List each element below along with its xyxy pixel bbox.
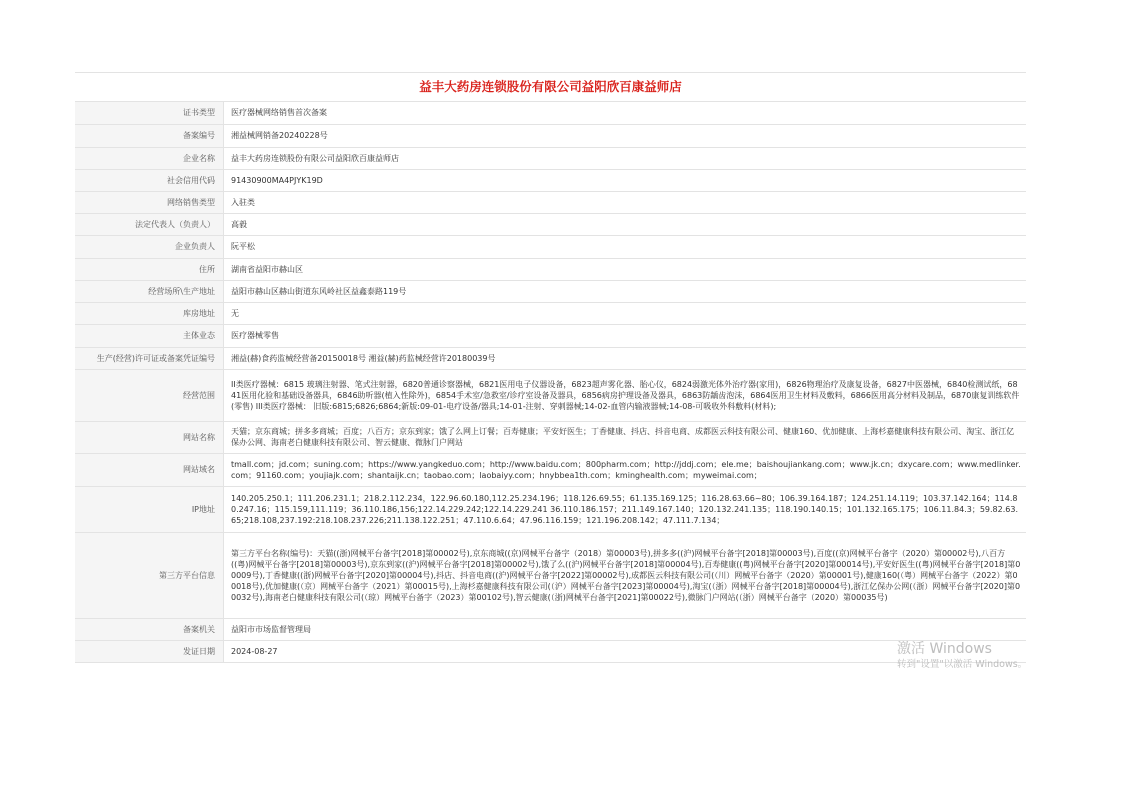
row-value: 医疗器械零售 bbox=[224, 324, 1027, 347]
table-row bbox=[75, 102, 1026, 124]
table-row bbox=[75, 258, 1026, 280]
row-value: 天猫；京东商城；拼多多商城；百度；八百方；京东到家；饿了么网上订餐；百寿健康；平安好医生；丁香健康、抖店、抖音电商、成都医云科技有限公司、健康160、优加健康、上海杉嘉健康科技有限公司、淘宝、浙江亿保办公网、海南老白健康科技有限公司、智云健康、微脉门户网站 bbox=[224, 421, 1027, 453]
row-value: 阮平松 bbox=[224, 235, 1027, 258]
table-row bbox=[75, 280, 1026, 302]
row-label: 主体业态 bbox=[75, 324, 224, 347]
row-value: 入驻类 bbox=[224, 191, 1027, 213]
windows-activation-watermark bbox=[897, 640, 1027, 672]
row-value: 湘益械网销备20240228号 bbox=[224, 124, 1027, 147]
table-row bbox=[75, 618, 1026, 640]
table-row bbox=[75, 640, 1026, 662]
page-title: 益丰大药房连锁股份有限公司益阳欣百康益师店 bbox=[75, 72, 1026, 102]
row-label: IP地址 bbox=[75, 486, 224, 532]
row-label: 网站域名 bbox=[75, 453, 224, 486]
row-value: 医疗器械网络销售首次备案 bbox=[224, 102, 1027, 124]
table-row bbox=[75, 453, 1026, 486]
table-row bbox=[75, 169, 1026, 191]
table-row bbox=[75, 421, 1026, 453]
row-value: 2024-08-27 bbox=[224, 640, 1027, 662]
row-label: 证书类型 bbox=[75, 102, 224, 124]
row-value: II类医疗器械：6815 玻璃注射器、笔式注射器，6820普通诊察器械，6821医用电子仪器设备，6823超声雾化器、胎心仪，6824弱激光体外治疗器(家用)，6826物理治疗及康复设备，6827中医器械，6840检测试纸，6841医用化验和基础设备器具，6846助听器(植入性除外)，6854手术室/急救室/诊疗室设备及器具，6856病房护理设备及器具，6863防龋齿泡沫，6864医用卫生材料及敷料，6866医用高分材料及制品，6870康复训练软件(零售) III类医疗器械： 旧版:6815;6826;6864;新版:09-01-电疗设备/器具;14-01-注射、穿刺器械;14-02-血管内输液器械;14-08-可吸收外科敷料(材料); bbox=[224, 369, 1027, 421]
watermark-title: 激活 Windows bbox=[897, 641, 992, 657]
row-label: 生产(经营)许可证或备案凭证编号 bbox=[75, 347, 224, 369]
table-row bbox=[75, 147, 1026, 169]
row-value: 益阳市市场监督管理局 bbox=[224, 618, 1027, 640]
table-row bbox=[75, 235, 1026, 258]
row-label: 库房地址 bbox=[75, 302, 224, 324]
row-label: 法定代表人（负责人） bbox=[75, 213, 224, 235]
table-row bbox=[75, 124, 1026, 147]
record-table bbox=[75, 102, 1026, 663]
row-value: 益阳市赫山区赫山街道东风岭社区益鑫泰路119号 bbox=[224, 280, 1027, 302]
row-label: 经营场所\生产地址 bbox=[75, 280, 224, 302]
table-row bbox=[75, 324, 1026, 347]
row-label: 网站名称 bbox=[75, 421, 224, 453]
table-row bbox=[75, 369, 1026, 421]
table-row bbox=[75, 302, 1026, 324]
row-value: 高毅 bbox=[224, 213, 1027, 235]
row-value: 第三方平台名称(编号)：天猫((浙)网械平台备字[2018]第00002号),京东商城((京)网械平台备字（2018）第00003号),拼多多((沪)网械平台备字[2018]第00003号),百度((京)网械平台备字（2020）第00002号),八百方((粤)网械平台备字[2018]第00003号),京东到家((沪)网械平台备字[2018]第00002号),饿了么((沪)网械平台备字[2018]第00004号),百寿健康((粤)网械平台备字[2020]第00014号),平安好医生((粤)网械平台备字[2018]第00009号),丁香健康((浙)网械平台备字[2020]第00004号),抖店、抖音电商((沪)网械平台备字[2022]第00002号),成都医云科技有限公司(（川）网械平台备字（2020）第00001号),健康160(（粤）网械平台备字（2022）第00018号),优加健康(（京）网械平台备字（2021）第00015号),上海杉嘉健康科技有限公司(（沪）网械平台备字[2023]第00004号),淘宝(（浙）网械平台备字[2018]第00004号),浙江亿保办公网(（浙）网械平台备字[2020]第00032号),海南老白健康科技有限公司(（琼）网械平台备字（2023）第00102号),智云健康(（浙)网械平台备字[2021]第00022号),微脉门户网站(（浙）网械平台备字（2020）第00035号) bbox=[224, 532, 1027, 618]
row-value: 湖南省益阳市赫山区 bbox=[224, 258, 1027, 280]
row-label: 第三方平台信息 bbox=[75, 532, 224, 618]
row-label: 经营范围 bbox=[75, 369, 224, 421]
row-label: 备案机关 bbox=[75, 618, 224, 640]
row-label: 企业负责人 bbox=[75, 235, 224, 258]
row-label: 网络销售类型 bbox=[75, 191, 224, 213]
record-sheet bbox=[75, 72, 1026, 663]
table-row bbox=[75, 486, 1026, 532]
row-label: 住所 bbox=[75, 258, 224, 280]
watermark-hint: 转到"设置"以激活 Windows。 bbox=[897, 659, 1028, 670]
row-value: tmall.com；jd.com；suning.com；https://www.yangkeduo.com；http://www.baidu.com；800pharm.com；http://jddj.com；ele.me；baishoujiankang.com；www.jk.cn；dxycare.com；www.medlinker.com；91160.com；youjiajk.com；shantaijk.cn；taobao.com；laobaiyy.com；hnybbea1th.com；kminghealth.com；myweimai.com； bbox=[224, 453, 1027, 486]
row-label: 备案编号 bbox=[75, 124, 224, 147]
row-value: 无 bbox=[224, 302, 1027, 324]
row-label: 社会信用代码 bbox=[75, 169, 224, 191]
table-row bbox=[75, 213, 1026, 235]
row-value: 湘益(赫)食药监械经营备20150018号 湘益(赫)药监械经营许20180039号 bbox=[224, 347, 1027, 369]
row-value: 91430900MA4PJYK19D bbox=[224, 169, 1027, 191]
table-row bbox=[75, 532, 1026, 618]
table-row bbox=[75, 191, 1026, 213]
row-value: 140.205.250.1；111.206.231.1；218.2.112.234，122.96.60.180,112.25.234.196；118.126.69.55；61.135.169.125；116.28.63.66~80；106.39.164.187；124.251.14.119；103.37.142.164；114.80.247.16；115.159,111.119；36.110.186,156;122.14.229.242;122.14.229.241 36.110.186.157；211.149.167.140；120.132.241.135；118.190.140.15；101.132.165.175；106.11.84.3；59.82.63.65;218.108,237.192:218.108.237.226;211.138.122.251；47.110.6.64；47.96.116.159；121.196.208.142；47.111.7.134； bbox=[224, 486, 1027, 532]
row-label: 企业名称 bbox=[75, 147, 224, 169]
row-value: 益丰大药房连锁股份有限公司益阳欣百康益师店 bbox=[224, 147, 1027, 169]
table-row bbox=[75, 347, 1026, 369]
row-label: 发证日期 bbox=[75, 640, 224, 662]
